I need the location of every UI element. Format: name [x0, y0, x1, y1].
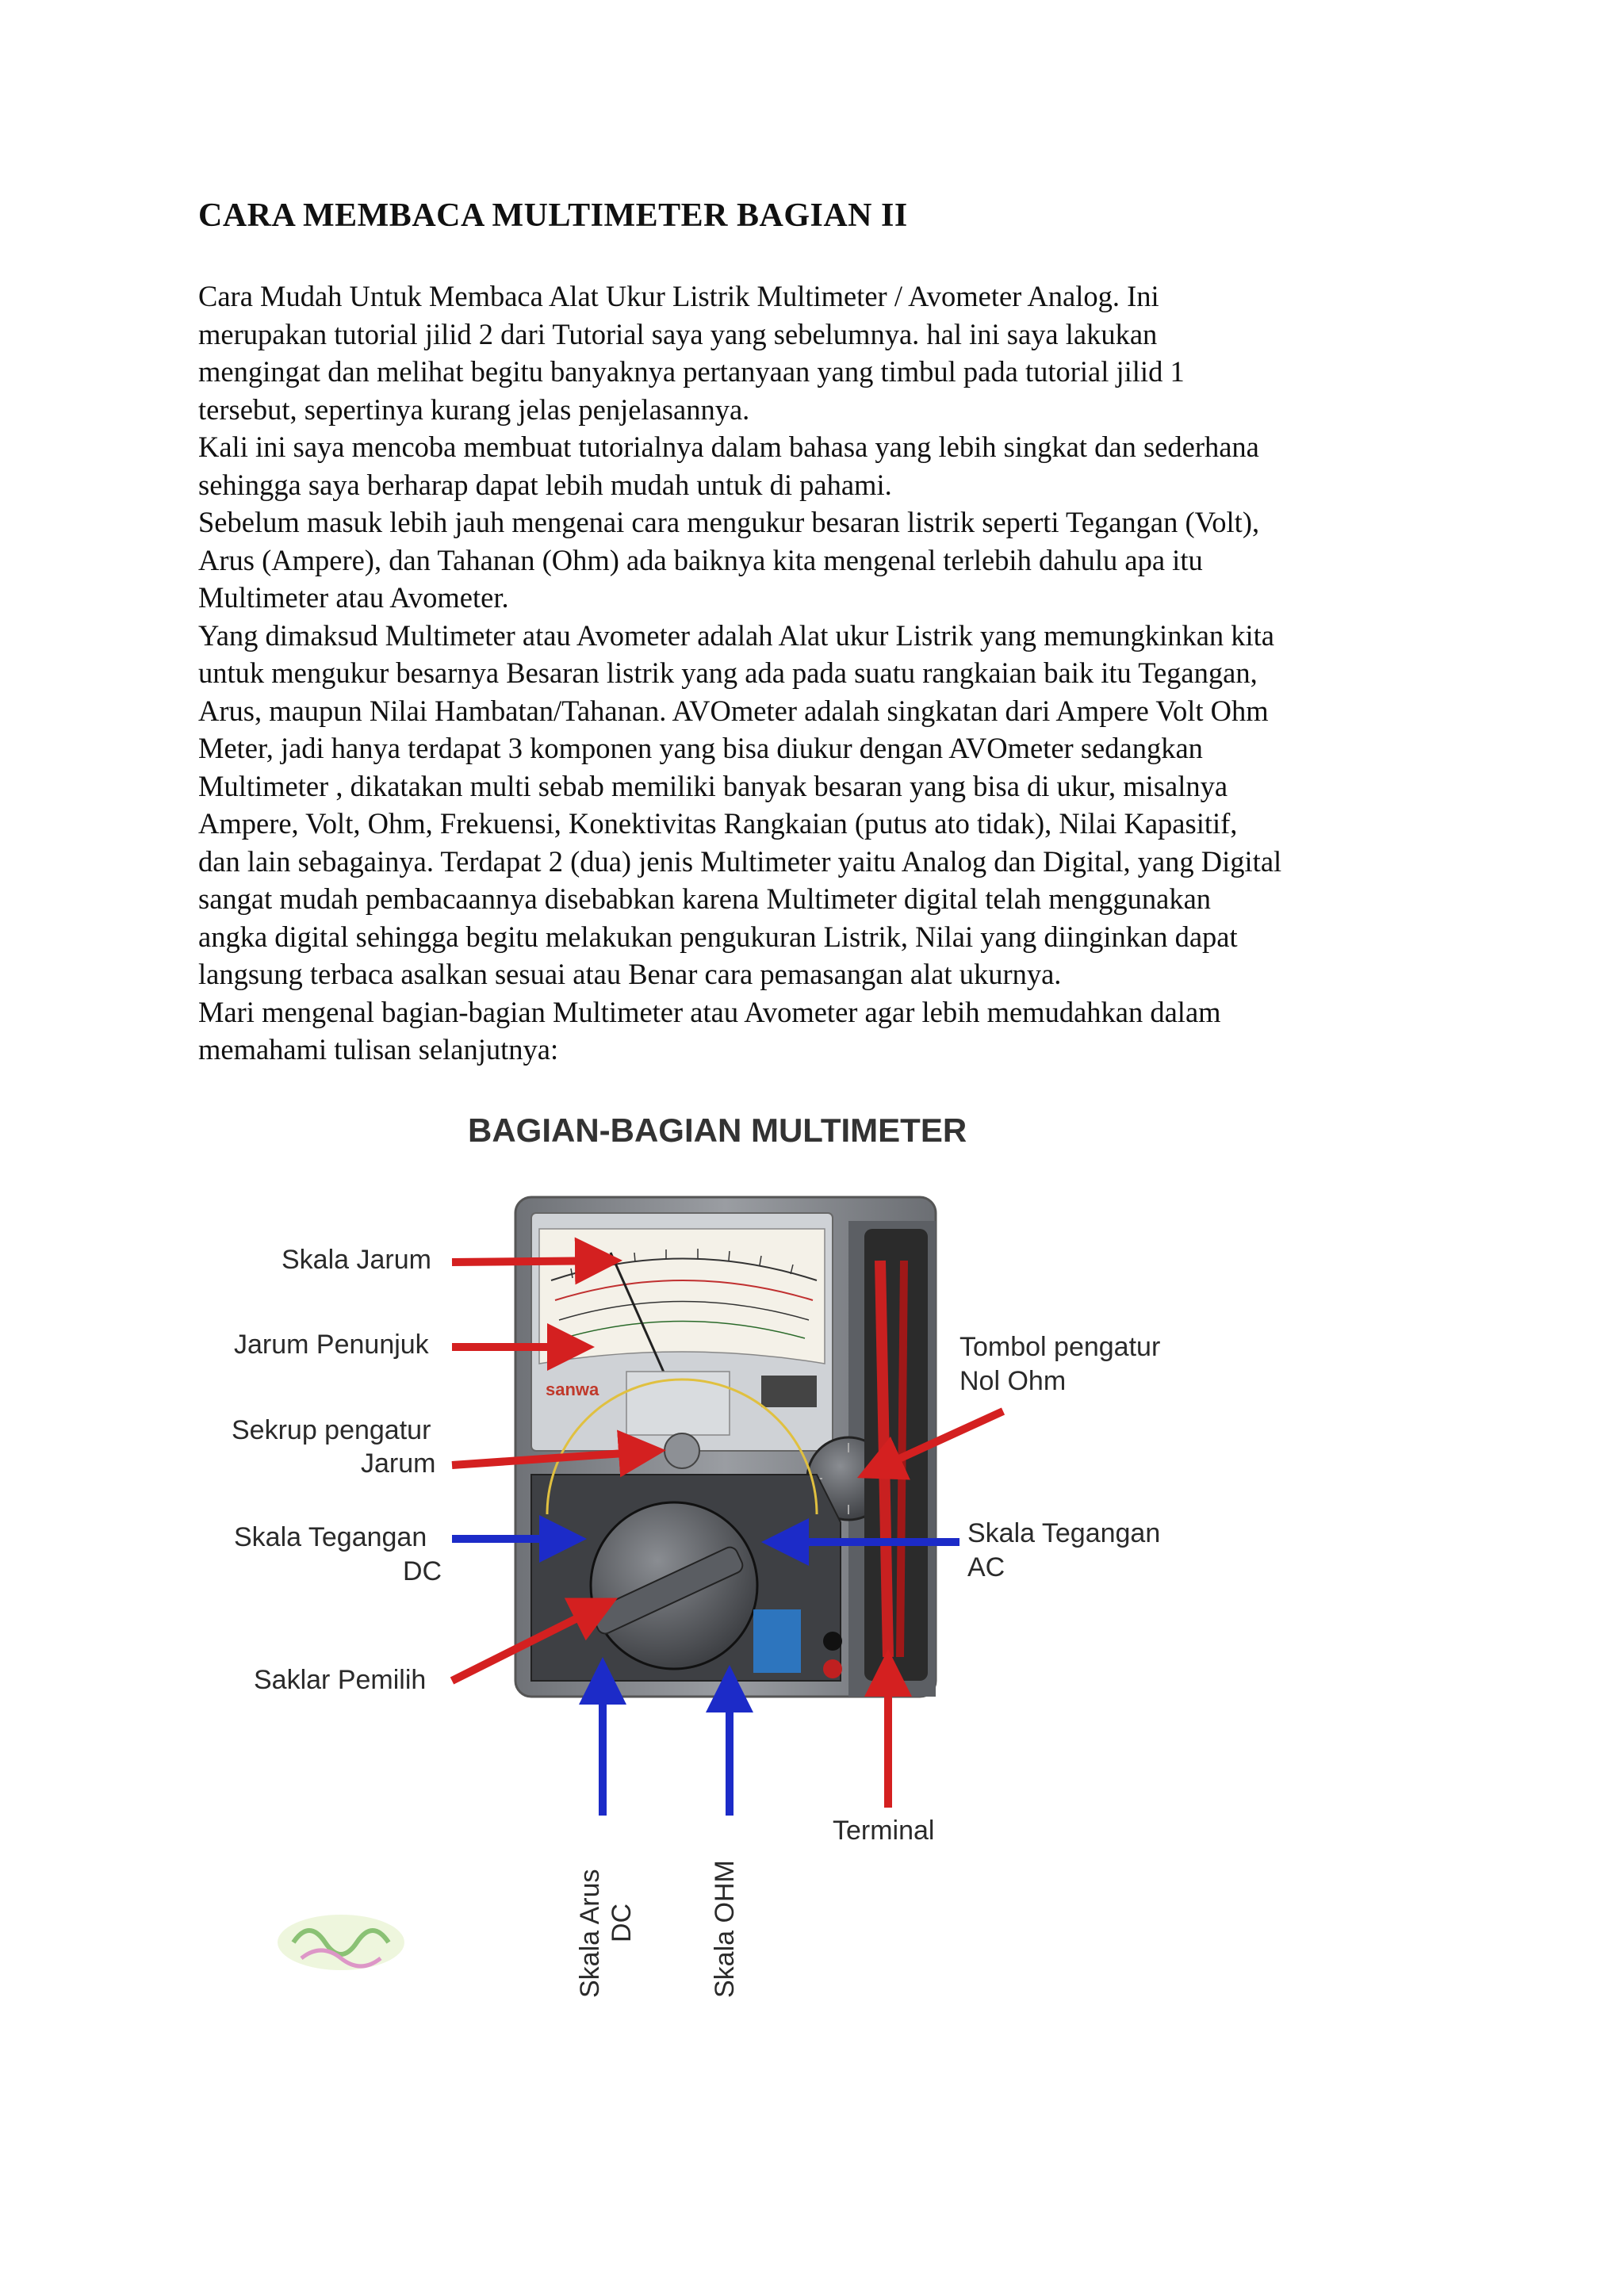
text-line: Sebelum masuk lebih jauh mengenai cara mengukur besaran listrik seperti Tegangan (Volt), — [198, 506, 1260, 538]
zero-screw — [665, 1433, 699, 1468]
svg-text:AC: AC — [967, 1552, 1005, 1582]
text-line: Multimeter atau Avometer. — [198, 581, 509, 614]
svg-text:Tombol pengatur: Tombol pengatur — [959, 1332, 1161, 1362]
text-line: Yang dimaksud Multimeter atau Avometer adalah Alat ukur Listrik yang memungkinkan kita — [198, 618, 1275, 652]
text-line: Cara Mudah Untuk Membaca Alat Ukur Listrik Multimeter / Avometer Analog. Ini — [198, 280, 1159, 312]
brand-logo: sanwa — [546, 1380, 599, 1399]
svg-text:Saklar Pemilih: Saklar Pemilih — [254, 1665, 427, 1695]
body-text — [198, 277, 1435, 1069]
text-line: dan lain sebagainya. Terdapat 2 (dua) jenis Multimeter yaitu Analog dan Digital, yang Digital — [198, 844, 1282, 878]
svg-text:Skala Tegangan: Skala Tegangan — [234, 1522, 427, 1552]
text-line: mengingat dan melihat begitu banyaknya pertanyaan yang timbul pada tutorial jilid 1 — [198, 355, 1185, 388]
svg-text:DC: DC — [403, 1556, 442, 1586]
callout-ohm — [710, 1673, 740, 1998]
text-line: Meter, jadi hanya terdapat 3 komponen yang bisa diukur dengan AVOmeter sedangkan — [198, 732, 1203, 764]
multimeter-diagram — [214, 1102, 1245, 2038]
text-line: tersebut, sepertinya kurang jelas penjelasannya. — [198, 392, 750, 426]
svg-text:Nol Ohm: Nol Ohm — [959, 1366, 1067, 1396]
text-line: Arus (Ampere), dan Tahanan (Ohm) ada baiknya kita mengenal terlebih dahulu apa itu — [198, 543, 1203, 576]
svg-text:Terminal: Terminal — [833, 1816, 935, 1846]
callout-arus-dc — [575, 1665, 637, 1998]
svg-text:Sekrup pengatur: Sekrup pengatur — [232, 1415, 431, 1445]
svg-text:Skala Jarum: Skala Jarum — [282, 1245, 431, 1275]
text-line: memahami tulisan selanjutnya: — [198, 1033, 559, 1066]
watermark-logo — [278, 1915, 404, 1970]
figure-title: BAGIAN-BAGIAN MULTIMETER — [468, 1112, 967, 1149]
multimeter-figure — [214, 1102, 1245, 2038]
text-line: Mari mengenal bagian-bagian Multimeter atau Avometer agar lebih memudahkan dalam — [198, 995, 1221, 1028]
text-line: Multimeter , dikatakan multi sebab memiliki banyak besaran yang bisa di ukur, misalnya — [198, 769, 1228, 802]
text-line: Ampere, Volt, Ohm, Frekuensi, Konektivitas Rangkaian (putus ato tidak), Nilai Kapasitif, — [198, 807, 1238, 840]
text-line: untuk mengukur besarnya Besaran listrik yang ada pada suatu rangkaian baik itu Tegangan, — [198, 656, 1258, 689]
svg-text:Jarum Penunjuk: Jarum Penunjuk — [234, 1330, 429, 1360]
svg-text:Skala OHM: Skala OHM — [710, 1860, 740, 1998]
text-line: sangat mudah pembacaannya disebabkan karena Multimeter digital telah menggunakan — [198, 882, 1212, 915]
svg-text:Skala Arus: Skala Arus — [575, 1869, 605, 1998]
svg-text:Jarum: Jarum — [361, 1448, 436, 1479]
text-line: Kali ini saya mencoba membuat tutorialnya dalam bahasa yang lebih singkat dan sederhana — [198, 430, 1259, 463]
text-line: langsung terbaca asalkan sesuai atau Benar cara pemasangan alat ukurnya. — [198, 958, 1062, 990]
text-line: Arus, maupun Nilai Hambatan/Tahanan. AVOmeter adalah singkatan dari Ampere Volt Ohm — [198, 694, 1269, 727]
text-line: angka digital sehingga begitu melakukan pengukuran Listrik, Nilai yang diinginkan dapat — [198, 920, 1238, 953]
page-title: CARA MEMBACA MULTIMETER BAGIAN II — [198, 197, 908, 234]
svg-text:Skala Tegangan: Skala Tegangan — [967, 1518, 1161, 1548]
text-line: sehingga saya berharap dapat lebih mudah untuk di pahami. — [198, 468, 892, 501]
svg-text:DC: DC — [607, 1903, 637, 1942]
text-line: merupakan tutorial jilid 2 dari Tutorial saya yang sebelumnya. hal ini saya lakukan — [198, 317, 1158, 350]
